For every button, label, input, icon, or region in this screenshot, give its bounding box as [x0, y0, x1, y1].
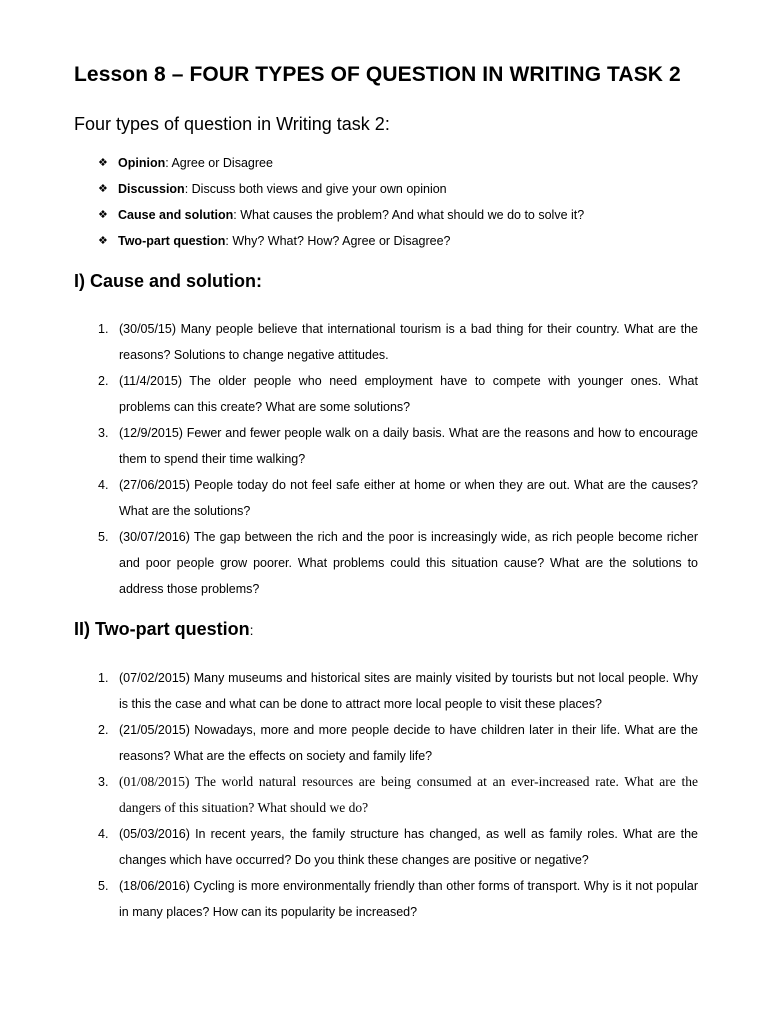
diamond-bullet-icon: ❖ [98, 183, 108, 195]
list-item [98, 717, 698, 769]
list-item [98, 420, 698, 472]
cause-solution-questions [74, 316, 698, 602]
section-heading-cause-solution [74, 268, 698, 294]
section-heading-text: II) Two-part question [74, 619, 250, 639]
question-text: (18/06/2016) Cycling is more environmentally friendly than other forms of transport. Why is it not popular in many places? How can its popularity be increased? [119, 879, 698, 919]
section-heading-text: I) Cause and solution: [74, 271, 263, 291]
list-item [98, 821, 698, 873]
question-text: (11/4/2015) The older people who need employment have to compete with younger ones. What problems can this create? What are some solutions? [119, 374, 698, 414]
list-item [98, 472, 698, 524]
term-label: Discussion [118, 182, 185, 196]
item-number: 5. [98, 530, 109, 544]
list-item [98, 176, 698, 202]
item-number: 2. [98, 374, 109, 388]
list-item [98, 524, 698, 602]
term-description: : Why? What? How? Agree or Disagree? [225, 234, 451, 248]
list-item [98, 368, 698, 420]
section-heading-colon: : [249, 622, 254, 638]
page-subtitle: Four types of question in Writing task 2: [74, 114, 390, 134]
question-text: (01/08/2015) The world natural resources are being consumed at an ever-increased rate. What are the dangers of this situation? What should we do? [119, 774, 698, 815]
list-item [98, 228, 698, 254]
item-number: 1. [98, 671, 109, 685]
item-number: 1. [98, 322, 109, 336]
term-label: Opinion [118, 156, 166, 170]
term-description: : Agree or Disagree [165, 156, 273, 170]
term-label: Two-part question [118, 234, 226, 248]
question-text: (05/03/2016) In recent years, the family structure has changed, as well as family roles. What are the changes which have occurred? Do you think these changes are positive or negative? [119, 827, 698, 867]
two-part-questions [74, 665, 698, 925]
diamond-bullet-icon: ❖ [98, 235, 108, 247]
list-item [98, 202, 698, 228]
term-description: : What causes the problem? And what should we do to solve it? [233, 208, 585, 222]
list-item [98, 150, 698, 176]
question-text: (30/07/2016) The gap between the rich and the poor is increasingly wide, as rich people become richer and poor people grow poorer. What problems could this situation cause? What are the solutions to address those problems? [119, 530, 698, 596]
list-item [98, 769, 698, 821]
question-text: (12/9/2015) Fewer and fewer people walk on a daily basis. What are the reasons and how to encourage them to spend their time walking? [119, 426, 698, 466]
item-number: 3. [98, 775, 109, 789]
list-item [98, 665, 698, 717]
item-number: 5. [98, 879, 109, 893]
question-text: (21/05/2015) Nowadays, more and more people decide to have children later in their life. What are the reasons? What are the effects on society and family life? [119, 723, 698, 763]
question-text: (07/02/2015) Many museums and historical sites are mainly visited by tourists but not local people. Why is this the case and what can be done to attract more local people to visit these places? [119, 671, 698, 711]
diamond-bullet-icon: ❖ [98, 157, 108, 169]
section-heading-two-part [74, 616, 698, 643]
item-number: 4. [98, 478, 109, 492]
item-number: 3. [98, 426, 109, 440]
diamond-bullet-icon: ❖ [98, 209, 108, 221]
item-number: 2. [98, 723, 109, 737]
question-types-list [74, 150, 698, 254]
list-item [98, 316, 698, 368]
list-item [98, 873, 698, 925]
term-label: Cause and solution [118, 208, 234, 222]
question-text: (30/05/15) Many people believe that international tourism is a bad thing for their country. What are the reasons? Solutions to change negative attitudes. [119, 322, 698, 362]
item-number: 4. [98, 827, 109, 841]
page-title: Lesson 8 – FOUR TYPES OF QUESTION IN WRITING TASK 2 [74, 63, 681, 86]
term-description: : Discuss both views and give your own opinion [184, 182, 447, 196]
question-text: (27/06/2015) People today do not feel safe either at home or when they are out. What are the causes? What are the solutions? [119, 478, 698, 518]
